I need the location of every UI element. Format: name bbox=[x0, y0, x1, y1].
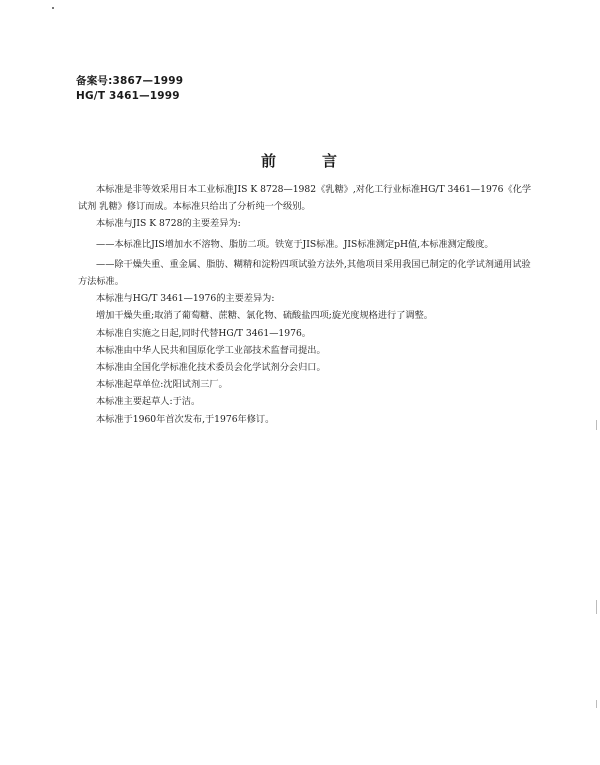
scan-speck bbox=[52, 7, 54, 9]
paragraph-proposed-by: 本标准由中华人民共和国原化学工业部技术监督司提出。 bbox=[96, 344, 326, 356]
title-char-2: 言 bbox=[322, 152, 340, 170]
paragraph-adoption: 本标准是非等效采用日本工业标准JIS K 8728—1982《乳糖》,对化工行业标准HG/T 3461—1976《化学试剂 乳糖》修订而成。本标准只给出了分析纯一个级别。 bbox=[78, 184, 532, 213]
paragraph-history: 本标准于1960年首次发布,于1976年修订。 bbox=[96, 413, 275, 425]
paragraph-hgt-diff-heading: 本标准与HG/T 3461—1976的主要差异为: bbox=[96, 293, 275, 305]
foreword-body bbox=[78, 181, 536, 428]
scan-edge-mark bbox=[596, 420, 597, 430]
scan-edge-mark bbox=[596, 700, 597, 708]
paragraph-drafter: 本标准主要起草人:于洁。 bbox=[96, 396, 201, 408]
paragraph-jis-diff-2: ——除干燥失重、重金属、脂肪、糊精和淀粉四项试验方法外,其他项目采用我国已制定的化学试剂通用试验方法标准。 bbox=[78, 258, 531, 288]
paragraph-drafting-unit: 本标准起草单位:沈阳试剂三厂。 bbox=[96, 379, 228, 391]
paragraph-hgt-diff-1: 增加干燥失重;取消了葡萄糖、蔗糖、氯化物、硫酸盐四项;旋光度规格进行了调整。 bbox=[96, 310, 433, 322]
paragraph-under-jurisdiction: 本标准由全国化学标准化技术委员会化学试剂分会归口。 bbox=[96, 362, 326, 374]
paragraph-jis-diff-1: ——本标准比JIS增加水不溶物、脂肪二项。铁宽于JIS标准。JIS标准测定pH值,本标准测定酸度。 bbox=[96, 238, 494, 250]
paragraph-replacement: 本标准自实施之日起,同时代替HG/T 3461—1976。 bbox=[96, 327, 311, 339]
title-char-1: 前 bbox=[260, 152, 278, 170]
standard-code: HG/T 3461—1999 bbox=[76, 90, 180, 102]
scan-edge-mark bbox=[596, 600, 597, 614]
section-title bbox=[0, 150, 600, 171]
filing-number: 备案号:3867—1999 bbox=[76, 75, 184, 87]
paragraph-jis-diff-heading: 本标准与JIS K 8728的主要差异为: bbox=[96, 218, 241, 230]
